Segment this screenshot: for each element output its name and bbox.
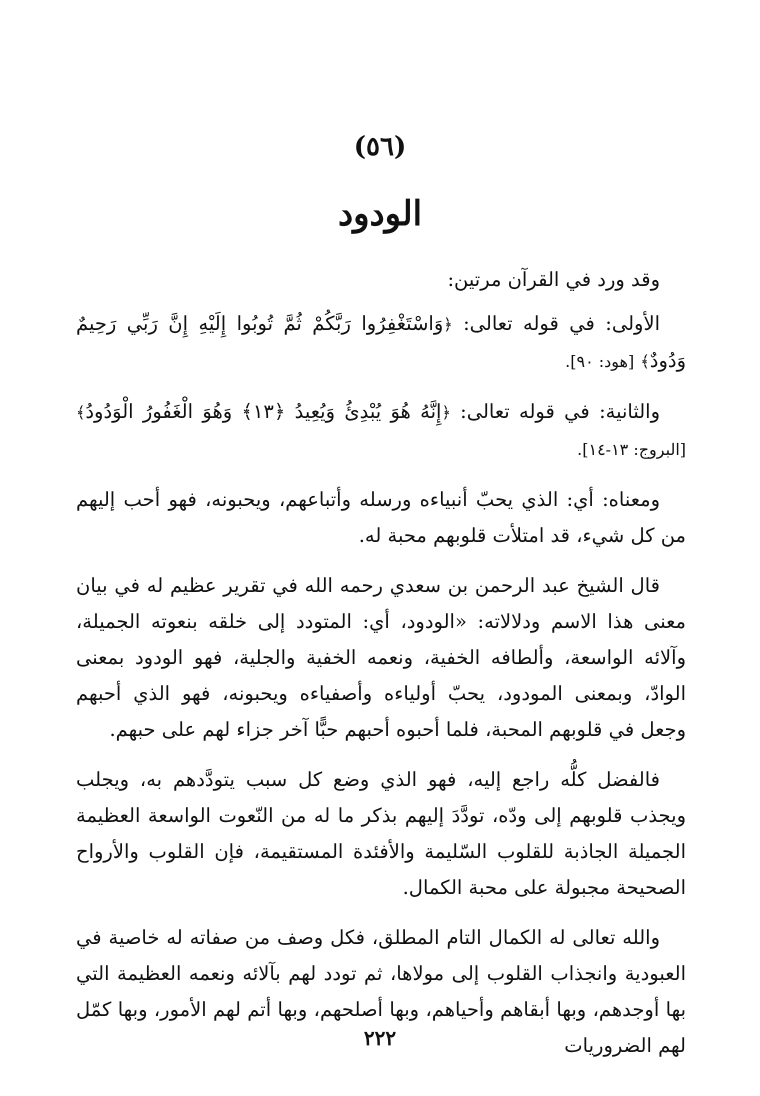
quran-close-bracket: ﴾ bbox=[640, 352, 650, 371]
intro-paragraph bbox=[76, 262, 686, 298]
perfection-text: والله تعالى له الكمال التام المطلق، فكل وصف من صفاته له خاصية في العبودية وانجذاب القلوب إلى مولاها، ثم تودد لهم بآلائه ونعمه العظيمة التي بها أوجدهم، وبها أبقاهم وأحياهم، وبها أصلحهم، وبها أتم لهم الأمور، وبها كمّل لهم الضروريات bbox=[76, 926, 686, 1057]
quote-paragraph bbox=[76, 568, 686, 748]
virtue-paragraph bbox=[76, 762, 686, 906]
quran-verse-hud: وَاسْتَغْفِرُوا رَبَّكُمْ ثُمَّ تُوبُوا إِلَيْهِ إِنَّ رَبِّي رَحِيمٌ وَدُودٌ bbox=[76, 312, 686, 372]
chapter-number: (٥٦) bbox=[353, 132, 407, 162]
quran-open-bracket: ﴿ bbox=[443, 315, 453, 334]
quran-verse-buruj: إِنَّهُ هُوَ يُبْدِئُ وَيُعِيدُ ﴿١٣﴾ وَهُوَ الْغَفُورُ الْوَدُودُ bbox=[85, 400, 442, 423]
second-occurrence-paragraph bbox=[76, 394, 686, 468]
meaning-text: ومعناه: أي: الذي يحبّ أنبياءه ورسله وأتباعهم، ويحبونه، فهو أحب إليهم من كل شيء، قد امتلأت قلوبهم محبة له. bbox=[76, 488, 686, 547]
chapter-title: الودود bbox=[337, 194, 423, 234]
verse-reference-buruj: [البروج: ١٣-١٤]. bbox=[577, 440, 686, 459]
virtue-text: فالفضل كلُّه راجع إليه، فهو الذي وضع كل سبب يتودَّدهم به، ويجلب ويجذب قلوبهم إلى ودّه، تودَّدَ إليهم بذكر ما له من النّعوت الواسعة العظيمة الجميلة الجاذبة للقلوب السّليمة والأفئدة المستقيمة، فإن القلوب والأرواح الصحيحة مجبولة على محبة الكمال. bbox=[76, 768, 686, 899]
page-number: ٢٢٢ bbox=[363, 1026, 397, 1050]
meaning-paragraph bbox=[76, 482, 686, 554]
verse-reference-hud: [هود: ٩٠]. bbox=[565, 352, 635, 371]
intro-text: وقد ورد في القرآن مرتين: bbox=[447, 268, 660, 291]
first-lead-text: الأولى: في قوله تعالى: bbox=[463, 312, 660, 335]
second-lead-text: والثانية: في قوله تعالى: bbox=[460, 400, 661, 423]
body-text bbox=[76, 262, 686, 1078]
quote-text: قال الشيخ عبد الرحمن بن سعدي رحمه الله في تقرير عظيم له في بيان معنى هذا الاسم ودلالاته: «الودود، أي: المتودد إلى خلقه بنعوته الجميلة، وآلائه الواسعة، وألطافه الخفية، ونعمه الخفية والجلية، فهو الودود بمعنى الوادّ، وبمعنى المودود، يحبّ أولياءه وأصفياءه ويحبونه، فهو الذي أحبهم وجعل في قلوبهم المحبة، فلما أحبوه أحبهم حبًّا آخر جزاء لهم على حبهم. bbox=[76, 574, 686, 741]
quran-open-bracket: ﴿ bbox=[441, 403, 451, 422]
quran-close-bracket: ﴾ bbox=[76, 403, 86, 422]
first-occurrence-paragraph bbox=[76, 306, 686, 380]
